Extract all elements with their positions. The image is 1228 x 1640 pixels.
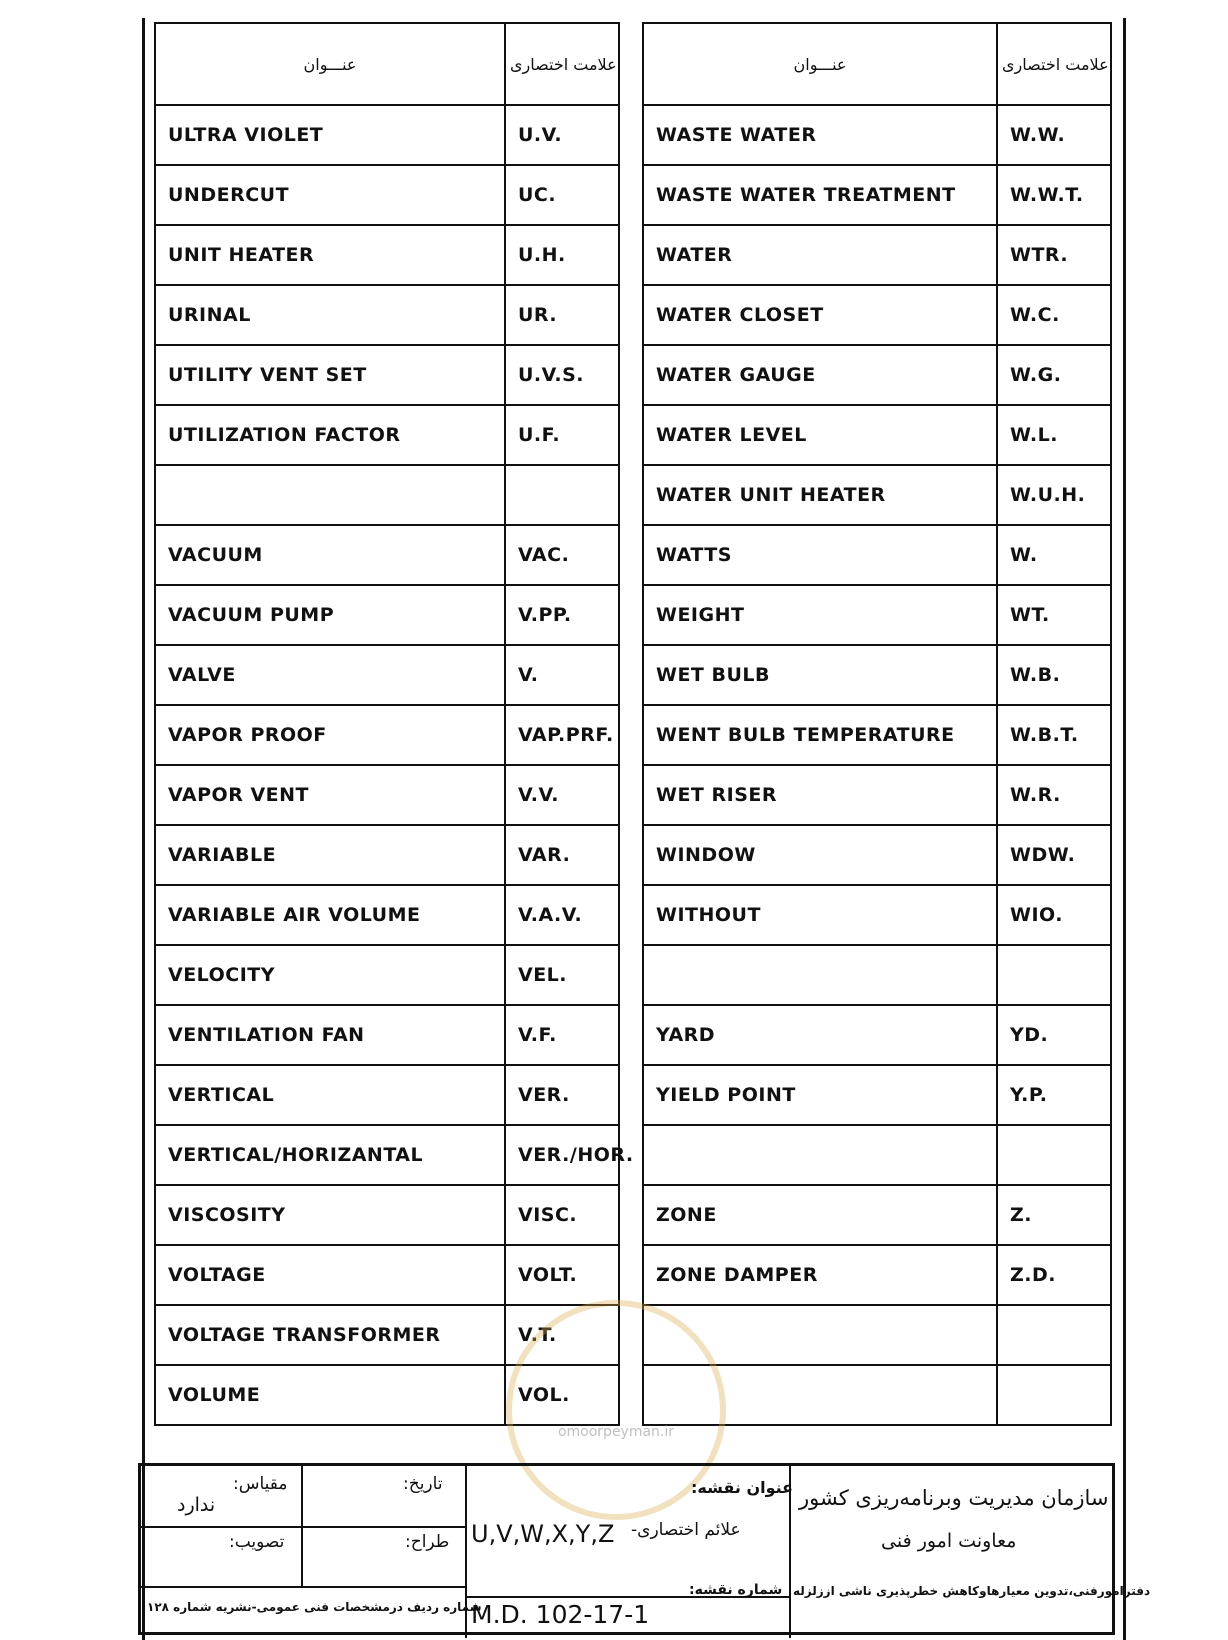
term-cell: ULTRA VIOLET [155,105,505,165]
table-row [643,585,1111,645]
table-row [155,345,619,405]
table-row [643,765,1111,825]
table-row [643,225,1111,285]
term-cell: VACUUM PUMP [155,585,505,645]
table-header-row [155,23,619,105]
table-row [155,585,619,645]
abbreviation-cell: W.B. [997,645,1111,705]
organization-office: دفترامورفنی،تدوین معیارهاوکاهش خطرپذیری ناشی اززلزله [793,1584,1151,1598]
abbreviation-cell: VAR. [505,825,619,885]
table-row [155,825,619,885]
term-cell: YIELD POINT [643,1065,997,1125]
table-row [643,1005,1111,1065]
term-cell: VOLTAGE TRANSFORMER [155,1305,505,1365]
abbreviation-cell: V.T. [505,1305,619,1365]
watermark-text: omoorpeyman.ir [557,1424,675,1440]
abbreviation-cell: YD. [997,1005,1111,1065]
term-cell: WASTE WATER [643,105,997,165]
title-column-header: عنـــوان [643,23,997,105]
abbreviation-cell: VER./HOR. [505,1125,619,1185]
table-row [643,405,1111,465]
abbreviation-cell [505,465,619,525]
abbreviation-cell: VOLT. [505,1245,619,1305]
abbreviation-cell: WIO. [997,885,1111,945]
table-row [643,945,1111,1005]
term-cell: VELOCITY [155,945,505,1005]
term-cell: UNIT HEATER [155,225,505,285]
abbreviation-table-left [154,22,634,1426]
abbreviation-cell: Z.D. [997,1245,1111,1305]
abbreviation-cell: W.G. [997,345,1111,405]
abbreviation-cell: VEL. [505,945,619,1005]
abbreviation-cell: Z. [997,1185,1111,1245]
abbreviation-cell: WT. [997,585,1111,645]
abbreviation-cell: VOL. [505,1365,619,1425]
term-cell: WET RISER [643,765,997,825]
table-row [155,225,619,285]
table-row [643,285,1111,345]
abbreviation-cell: U.H. [505,225,619,285]
abbreviation-cell: V.F. [505,1005,619,1065]
table-row [155,1125,619,1185]
abbreviation-cell: WDW. [997,825,1111,885]
term-cell: VACUUM [155,525,505,585]
organization-name: سازمان مدیریت وبرنامه‌ریزی کشور [799,1486,1109,1510]
term-cell: YARD [643,1005,997,1065]
term-cell [155,465,505,525]
table-row [155,465,619,525]
table-row [643,165,1111,225]
term-cell: WATER [643,225,997,285]
term-cell: WATER UNIT HEATER [643,465,997,525]
term-cell: WINDOW [643,825,997,885]
abbreviation-cell: Y.P. [997,1065,1111,1125]
abbreviation-cell [997,1305,1111,1365]
term-cell: UNDERCUT [155,165,505,225]
abbreviation-cell [997,1125,1111,1185]
table-row [155,1185,619,1245]
table-row [643,465,1111,525]
table-row [643,705,1111,765]
organization-department: معاونت امور فنی [881,1530,1017,1552]
table-row [155,645,619,705]
table-row [643,1065,1111,1125]
abbreviation-cell: UC. [505,165,619,225]
term-cell: VISCOSITY [155,1185,505,1245]
table-row [155,165,619,225]
abbreviation-cell: V.V. [505,765,619,825]
abbreviation-cell: U.V.S. [505,345,619,405]
spec-reference: شماره ردیف درمشخصات فنی عمومی-نشریه شماره ۱۲۸ [147,1600,482,1614]
term-cell: URINAL [155,285,505,345]
abbreviation-cell: VAC. [505,525,619,585]
abbreviation-cell: U.F. [505,405,619,465]
term-cell: ZONE DAMPER [643,1245,997,1305]
table-row [155,105,619,165]
table-row [155,1065,619,1125]
drawing-title-en: U,V,W,X,Y,Z [471,1520,615,1548]
abbreviation-cell: W. [997,525,1111,585]
abbreviation-column-header: علامت اختصاری [505,23,619,105]
drawing-title-label: عنوان نقشه: [691,1478,794,1497]
designer-label: طراح: [405,1532,450,1552]
scale-value: ندارد [177,1494,216,1516]
term-cell: WATER CLOSET [643,285,997,345]
abbreviation-cell [997,1365,1111,1425]
term-cell: WENT BULB TEMPERATURE [643,705,997,765]
abbreviation-table-right [642,22,1112,1426]
abbreviation-cell: WTR. [997,225,1111,285]
term-cell: WET BULB [643,645,997,705]
table-row [155,1245,619,1305]
abbreviation-cell: W.C. [997,285,1111,345]
term-cell: VOLUME [155,1365,505,1425]
term-cell: VARIABLE [155,825,505,885]
table-row [155,1005,619,1065]
abbreviation-cell: W.W. [997,105,1111,165]
table-row [155,285,619,345]
table-row [643,1185,1111,1245]
abbreviation-cell: V.A.V. [505,885,619,945]
term-cell: WATTS [643,525,997,585]
drawing-number-label: شماره نقشه: [689,1582,783,1598]
table-row [643,645,1111,705]
term-cell: VAPOR PROOF [155,705,505,765]
table-row [643,525,1111,585]
table-row [155,885,619,945]
abbreviation-cell: VER. [505,1065,619,1125]
abbreviation-column-header: علامت اختصاری [997,23,1111,105]
abbreviation-cell: W.R. [997,765,1111,825]
term-cell: UTILITY VENT SET [155,345,505,405]
table-row [155,765,619,825]
table-row [155,525,619,585]
abbreviation-cell: U.V. [505,105,619,165]
approval-label: تصویب: [229,1532,285,1552]
term-cell: VOLTAGE [155,1245,505,1305]
abbreviation-cell: W.W.T. [997,165,1111,225]
abbreviation-cell: V. [505,645,619,705]
abbreviation-cell [997,945,1111,1005]
table-row [643,885,1111,945]
drawing-number: M.D. 102-17-1 [471,1600,650,1629]
term-cell [643,945,997,1005]
abbreviation-cell: UR. [505,285,619,345]
term-cell: VERTICAL [155,1065,505,1125]
table-row [643,1305,1111,1365]
term-cell: WEIGHT [643,585,997,645]
term-cell: VAPOR VENT [155,765,505,825]
abbreviation-cell: W.L. [997,405,1111,465]
scale-label: مقیاس: [233,1474,288,1494]
abbreviation-cell: VISC. [505,1185,619,1245]
abbreviation-cell: V.PP. [505,585,619,645]
abbreviation-cell: W.U.H. [997,465,1111,525]
abbreviation-cell: W.B.T. [997,705,1111,765]
date-label: تاریخ: [403,1474,443,1494]
term-cell: ZONE [643,1185,997,1245]
term-cell: WATER LEVEL [643,405,997,465]
term-cell [643,1125,997,1185]
title-block [138,1463,1151,1635]
term-cell: WITHOUT [643,885,997,945]
term-cell: VENTILATION FAN [155,1005,505,1065]
table-row [643,105,1111,165]
term-cell: VERTICAL/HORIZANTAL [155,1125,505,1185]
title-column-header: عنـــوان [155,23,505,105]
table-row [155,945,619,1005]
term-cell: VARIABLE AIR VOLUME [155,885,505,945]
table-row [643,345,1111,405]
table-row [155,405,619,465]
term-cell: WASTE WATER TREATMENT [643,165,997,225]
term-cell: WATER GAUGE [643,345,997,405]
table-row [643,1125,1111,1185]
table-row [155,705,619,765]
abbreviation-cell: VAP.PRF. [505,705,619,765]
table-row [643,825,1111,885]
drawing-title-fa: علائم اختصاری- [631,1520,741,1540]
table-row [643,1245,1111,1305]
term-cell: UTILIZATION FACTOR [155,405,505,465]
table-header-row [643,23,1111,105]
term-cell: VALVE [155,645,505,705]
